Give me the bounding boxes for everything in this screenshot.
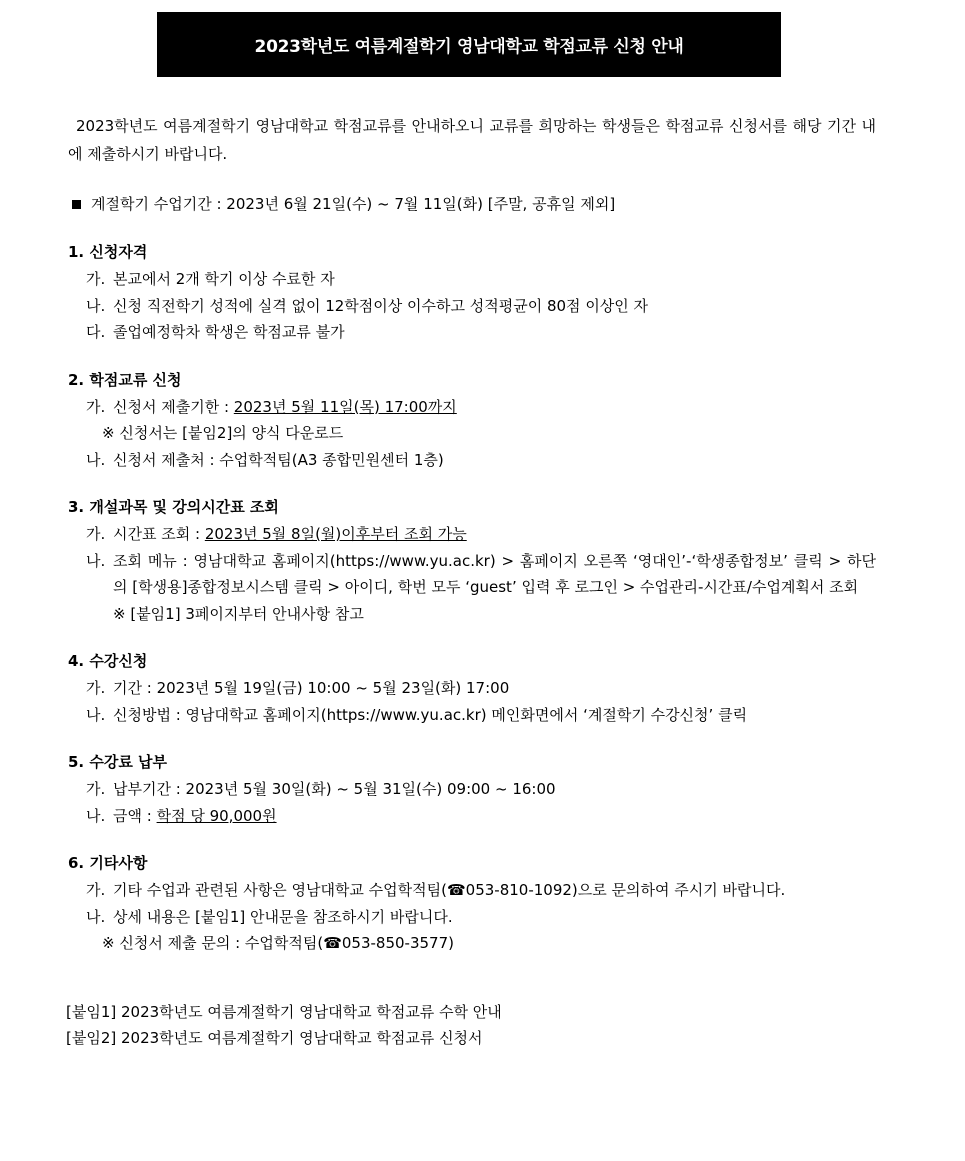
attachment-item: [붙임2] 2023학년도 여름계절학기 영남대학교 학점교류 신청서 <box>66 1029 483 1047</box>
tuition-amount-text: 학점 당 90,000원 <box>156 806 277 825</box>
item-marker: 가. <box>86 397 106 416</box>
item-text: 신청 직전학기 성적에 실격 없이 12학점이상 이수하고 성적평균이 80점 이상인 자 <box>113 296 649 315</box>
item-marker: 가. <box>86 881 106 899</box>
section-application <box>68 366 876 474</box>
item-marker: 다. <box>86 323 106 341</box>
list-item <box>68 447 876 474</box>
note: ※ 신청서 제출 문의 : 수업학적팀(☎053-850-3577) <box>102 934 454 952</box>
item-text: 졸업예정학차 학생은 학점교류 불가 <box>113 323 345 341</box>
section-title: 3. 개설과목 및 강의시간표 조회 <box>68 498 279 516</box>
section-title: 2. 학점교류 신청 <box>68 370 182 389</box>
semester-period-text: 계절학기 수업기간 : 2023년 6월 21일(수) ~ 7월 11일(화) [주말, 공휴일 제외] <box>91 195 616 213</box>
list-item <box>68 776 876 803</box>
list-item <box>68 319 876 346</box>
deadline-text: 2023년 5월 11일(목) 17:00까지 <box>233 397 457 416</box>
item-marker: 가. <box>86 525 106 543</box>
list-item <box>68 702 876 729</box>
list-item <box>68 904 876 931</box>
section-timetable <box>68 493 876 627</box>
list-item <box>68 266 876 293</box>
list-item <box>68 521 876 548</box>
list-item <box>68 293 876 320</box>
section-other <box>68 849 876 957</box>
list-item <box>68 548 876 601</box>
section-title: 4. 수강신청 <box>68 652 148 670</box>
square-bullet-icon <box>72 200 81 209</box>
timetable-date-text: 2023년 5월 8일(월)이후부터 조회 가능 <box>204 525 467 543</box>
list-item <box>68 394 876 421</box>
section-registration <box>68 647 876 728</box>
item-marker: 나. <box>86 907 106 926</box>
item-text: 본교에서 2개 학기 이상 수료한 자 <box>113 270 335 288</box>
item-text: 조회 메뉴 : 영남대학교 홈페이지(https://www.yu.ac.kr) > 홈페이지 오른쪽 ‘영대인’-‘학생종합정보’ 클릭 > 하단의 [학생용]종합정보시스템 클릭 > 아이디, 학번 모두 ‘guest’ 입력 후 로그인 > 수업관리-시간표/수업계획서 조회 <box>113 551 876 596</box>
semester-period <box>68 190 876 218</box>
section-title: 1. 신청자격 <box>68 243 148 261</box>
item-text: 금액 : <box>113 806 157 825</box>
intro-paragraph: 2023학년도 여름계절학기 영남대학교 학점교류를 안내하오니 교류를 희망하는 학생들은 학점교류 신청서를 해당 기간 내에 제출하시기 바랍니다. <box>68 117 876 163</box>
item-text: 기간 : 2023년 5월 19일(금) 10:00 ~ 5월 23일(화) 17:00 <box>113 679 510 697</box>
note: ※ [붙임1] 3페이지부터 안내사항 참고 <box>113 604 364 623</box>
attachment-item: [붙임1] 2023학년도 여름계절학기 영남대학교 학점교류 수학 안내 <box>66 1002 502 1021</box>
item-marker: 나. <box>86 806 106 825</box>
item-text: 신청서 제출기한 : <box>113 397 234 416</box>
attachments-list <box>68 999 876 1052</box>
item-marker: 나. <box>86 296 106 315</box>
item-marker: 나. <box>86 551 106 570</box>
list-item <box>68 803 876 830</box>
section-title: 5. 수강료 납부 <box>68 753 168 771</box>
section-eligibility <box>68 238 876 346</box>
section-tuition <box>68 748 876 829</box>
item-text: 상세 내용은 [붙임1] 안내문을 참조하시기 바랍니다. <box>113 907 453 926</box>
item-text: 신청방법 : 영남대학교 홈페이지(https://www.yu.ac.kr) 메인화면에서 ‘계절학기 수강신청’ 클릭 <box>113 705 748 724</box>
list-item <box>68 877 876 904</box>
item-text: 신청서 제출처 : 수업학적팀(A3 종합민원센터 1층) <box>113 450 444 469</box>
document-title-text: 2023학년도 여름계절학기 영남대학교 학점교류 신청 안내 <box>254 37 684 57</box>
item-text: 납부기간 : 2023년 5월 30일(화) ~ 5월 31일(수) 09:00 ~ 16:00 <box>113 780 556 798</box>
section-title: 6. 기타사항 <box>68 854 148 872</box>
item-marker: 가. <box>86 679 106 697</box>
item-marker: 가. <box>86 270 106 288</box>
item-marker: 나. <box>86 450 106 469</box>
item-text: 기타 수업과 관련된 사항은 영남대학교 수업학적팀(☎053-810-1092)으로 문의하여 주시기 바랍니다. <box>113 881 786 899</box>
item-marker: 가. <box>86 780 106 798</box>
item-text: 시간표 조회 : <box>113 525 205 543</box>
item-marker: 나. <box>86 705 106 724</box>
list-item <box>68 675 876 702</box>
document-body <box>68 112 876 1052</box>
document-title <box>157 12 781 77</box>
note: ※ 신청서는 [붙임2]의 양식 다운로드 <box>102 424 344 442</box>
